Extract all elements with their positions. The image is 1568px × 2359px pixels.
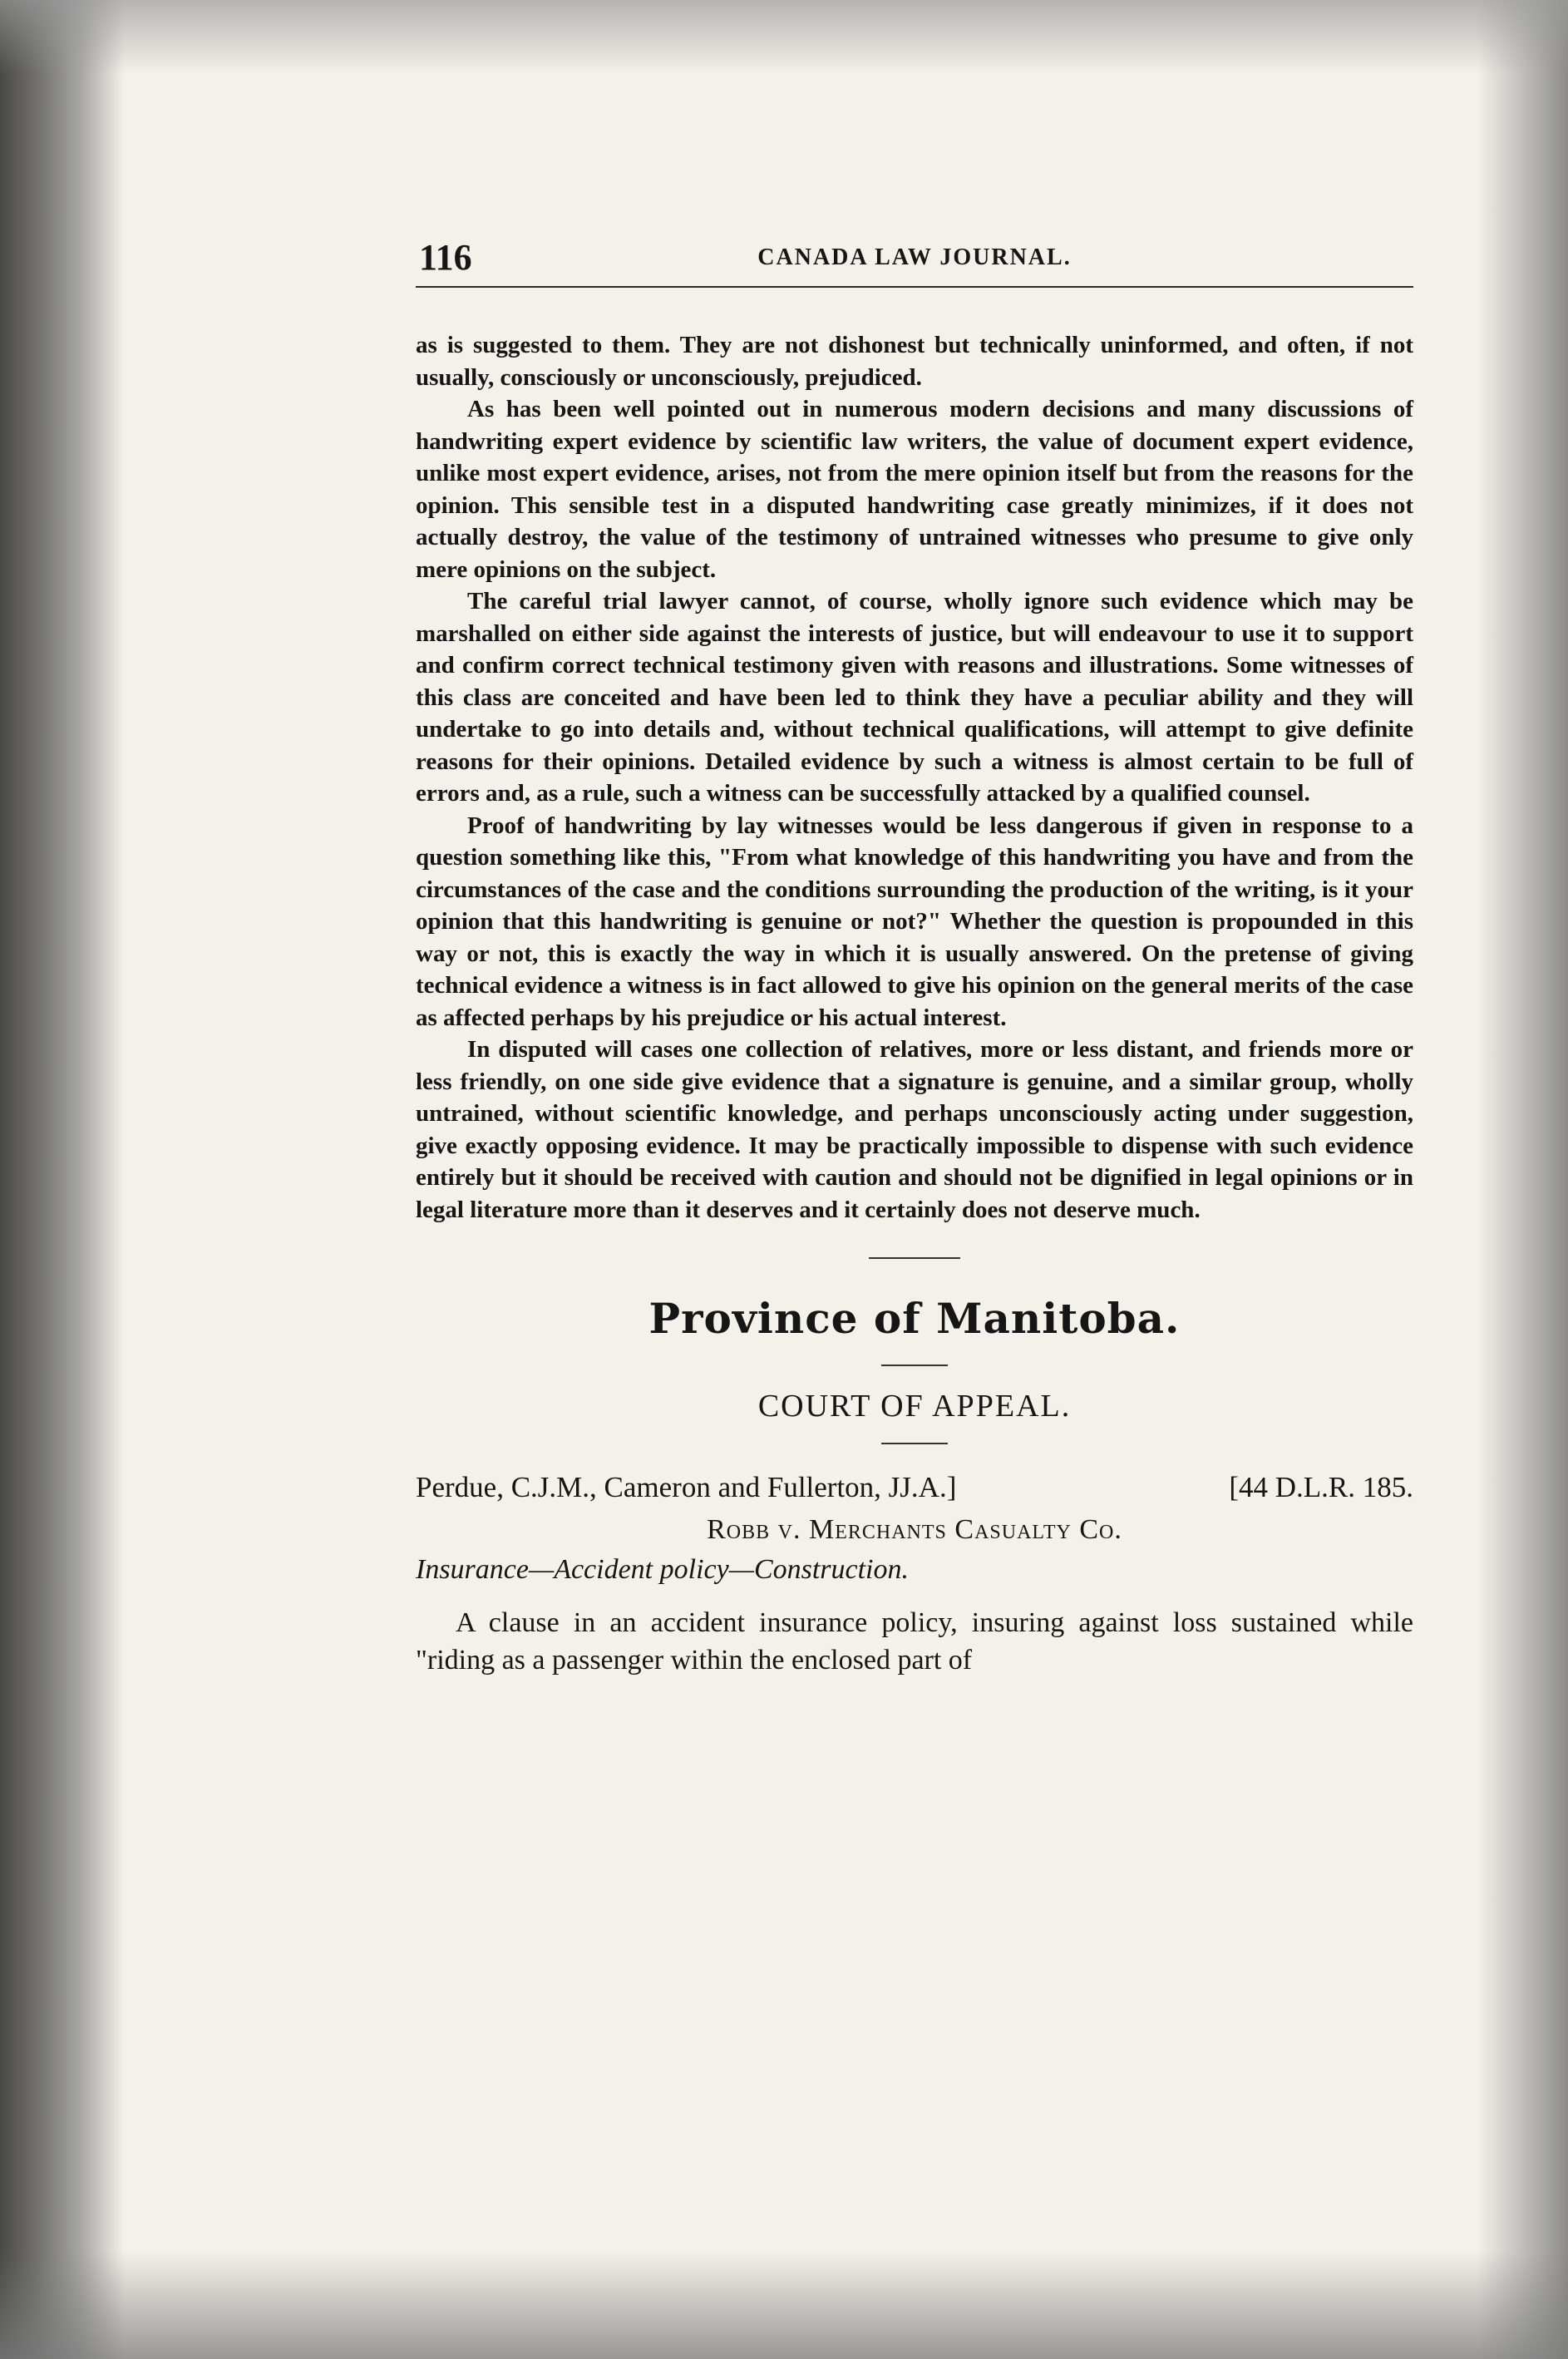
- province-heading: Province of Manitoba.: [648, 1294, 1181, 1343]
- page-number: 116: [419, 237, 472, 278]
- paragraph: As has been well pointed out in numerous modern decisions and many discussions of handwriting expert evidence by scientific law writers, the value of document expert evidence, unlike most expert evidence, arises, not from the mere opinion itself but from the reasons for the opinion. This sensible test in a disputed handwriting case greatly minimizes, if it does not actually destroy, the value of the testimony of untrained witnesses who presume to give only mere opinions on the subject.: [416, 396, 1413, 583]
- running-head: [416, 233, 1413, 288]
- heading-divider: [881, 1365, 948, 1366]
- headnote: A clause in an accident insurance policy, insuring against loss sustained while "riding as a passenger within the enclosed part of: [416, 1607, 1413, 1675]
- case-name: Robb v. Merchants Casualty Co.: [707, 1514, 1122, 1545]
- paragraph: Proof of handwriting by lay witnesses would be less dangerous if given in response to a question something like this, "From what knowledge of this handwriting you have and from the circumstances of the case and the conditions surrounding the production of the writing, is it your opinion that this handwriting is genuine or not?" Whether the question is propounded in this way or not, this is exactly the way in which it is usually answered. On the pretense of giving technical evidence a witness is in fact allowed to give his opinion on the general merits of the case as affected perhaps by his prejudice or his actual interest.: [416, 812, 1413, 1031]
- judges: Perdue, C.J.M., Cameron and Fullerton, JJ.A.]: [416, 1471, 957, 1503]
- scan-shadow-right: [1477, 0, 1568, 2359]
- paragraph-continuation: as is suggested to them. They are not dishonest but technically uninformed, and often, if not usually, consciously or unconsciously, prejudiced.: [416, 332, 1413, 391]
- journal-title: CANADA LAW JOURNAL.: [757, 244, 1072, 270]
- scan-shadow-bottom: [0, 2251, 1568, 2359]
- scan-shadow-left: [0, 0, 125, 2359]
- court-heading: COURT OF APPEAL.: [757, 1389, 1072, 1424]
- section-divider: [869, 1257, 960, 1259]
- judges-line: [416, 1471, 1413, 1508]
- paragraph: In disputed will cases one collection of relatives, more or less distant, and friends more or less friendly, on one side give evidence that a signature is genuine, and a similar group, wholly untrained, without scientific knowledge, and perhaps unconsciously acting under suggestion, give exactly opposing evidence. It may be practically impossible to dispense with such evidence entirely but it should be received with caution and should not be dignified in legal opinions or in legal literature more than it deserves and it certainly does not deserve much.: [416, 1036, 1413, 1223]
- citation: [44 D.L.R. 185.: [1229, 1471, 1413, 1503]
- scan-shadow-top: [0, 0, 1568, 75]
- heading-divider: [881, 1443, 948, 1444]
- article-body: [416, 329, 1413, 1226]
- page-content: [416, 233, 1413, 1679]
- case-subject: Insurance—Accident policy—Construction.: [416, 1554, 910, 1585]
- paragraph: The careful trial lawyer cannot, of course, wholly ignore such evidence which may be marshalled on either side against the interests of justice, but will endeavour to use it to support and confirm correct technical testimony given with reasons and illustrations. Some witnesses of this class are conceited and have been led to think they have a peculiar ability and they will undertake to go into details and, without technical qualifications, will attempt to give definite reasons for their opinions. Detailed evidence by such a witness is almost certain to be full of errors and, as a rule, such a witness can be successfully attacked by a qualified counsel.: [416, 588, 1413, 807]
